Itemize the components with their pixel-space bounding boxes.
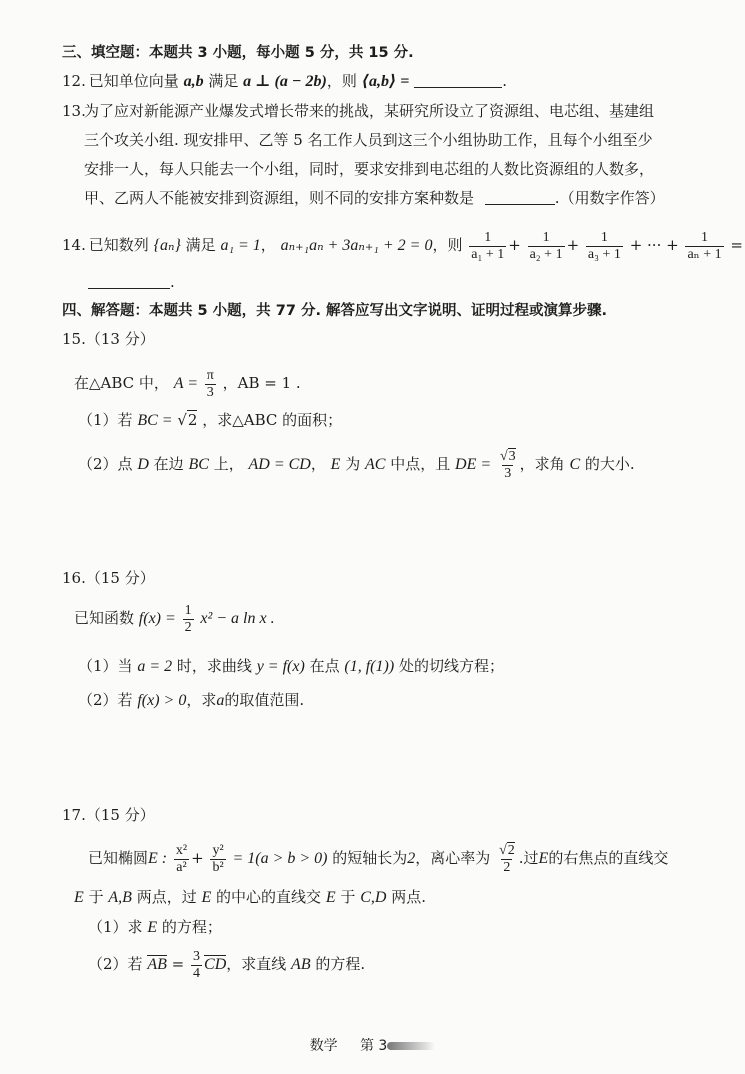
q12-ask: ⟨a,b⟩ = — [361, 73, 410, 90]
q17-equals: = — [171, 955, 185, 973]
q14-equals: = — [730, 236, 743, 254]
question-17-part-2 — [88, 944, 365, 985]
q12-vars: a,b — [183, 73, 204, 90]
q17-text: 已知椭圆 — [88, 849, 149, 867]
page-footer — [0, 1035, 745, 1055]
fraction — [210, 843, 225, 876]
frac-den: a² — [176, 859, 187, 875]
fraction: $\frac{1}{\text{a₃ + 1}}$ — [587, 229, 621, 262]
fraction — [191, 949, 202, 982]
q14-dots: + ··· + — [629, 236, 679, 254]
fraction: $\frac{1}{\text{aₙ + 1}}$ — [687, 229, 722, 262]
q17-text: 的中心的直线交 — [216, 888, 322, 906]
question-13-line-2: 三个攻关小组. 现安排甲、乙等 5 名工作人员到这三个小组协助工作，且每个小组至少 — [84, 131, 653, 149]
q17-text: 于 — [88, 888, 104, 906]
section-4-header: 四、解答题：本题共 5 小题，共 77 分. 解答应写出文字说明、证明过程或演算步骤. — [62, 303, 608, 319]
q16-text: 处的切线方程； — [398, 657, 504, 675]
question-number: 12. — [62, 72, 86, 90]
math-var: E — [74, 889, 84, 906]
question-14: 14. 已知数列 {aₙ} 满足 a₁ = 1， aₙ₊₁aₙ + 3aₙ₊₁ + 2 = 0，则 $\frac{1}{\text{a₁ + 1}}$ + $\frac{1}{\text{a₂ + 1}}$ + $\frac{1}{\text{a₃ + 1}}$ + ··· + $\frac{1}{\text{aₙ + 1}}$ = — [62, 227, 743, 264]
frac-den: 2 — [503, 859, 511, 875]
question-15-intro — [74, 365, 301, 402]
math-expr: f(x) > 0 — [137, 692, 187, 709]
q17-text: 的方程； — [161, 918, 222, 936]
question-13-line-1 — [62, 101, 654, 121]
answer-blank — [485, 190, 555, 205]
part-label: （1）当 — [78, 657, 133, 675]
question-17-part-1 — [88, 917, 222, 938]
frac-num: 1 — [184, 602, 192, 618]
fraction — [183, 603, 194, 636]
q15-text: ，AB = 1 . — [222, 374, 301, 392]
math-var: 2 — [407, 850, 416, 867]
q15-text: 中点，且 — [390, 455, 451, 473]
q15-text: ，求△ABC 的面积； — [202, 411, 343, 429]
answer-blank — [414, 73, 502, 88]
q12-text: 已知单位向量 — [88, 72, 179, 90]
math-expr: AD = CD — [248, 456, 311, 473]
question-17-title: 17.（15 分） — [62, 806, 155, 824]
q12-text: 满足 — [208, 72, 239, 90]
question-14-answer-line — [88, 272, 175, 292]
question-15-title: 15.（13 分） — [62, 330, 155, 348]
q14-text: 满足 — [185, 236, 216, 254]
vector-ab: AB — [147, 956, 167, 973]
q12-condition: a ⊥ (a − 2b) — [243, 73, 327, 90]
q15-text: 在边 — [153, 455, 184, 473]
q14-end: . — [170, 273, 175, 291]
q16-text: ，求 — [186, 691, 217, 709]
frac-den: 2 — [184, 619, 192, 635]
math-var: A,B — [108, 889, 132, 906]
question-number: 13. — [62, 102, 86, 120]
frac-num: x² — [175, 842, 188, 858]
fraction — [497, 843, 517, 876]
q17-text: 于 — [340, 888, 356, 906]
section-3-header: 三、填空题：本题共 3 小题，每小题 5 分，共 15 分. — [62, 45, 414, 61]
q15-text: ， — [310, 455, 326, 473]
math-var: E — [147, 919, 158, 936]
question-13-line-3: 安排一人，每人只能去一个小组，同时，要求安排到电芯组的人数比资源组的人数多， — [84, 160, 655, 178]
q17-text: 两点. — [391, 888, 426, 906]
q16-text: 时，求曲线 — [176, 657, 252, 675]
sqrt-value: 2 — [507, 842, 515, 858]
q15-text: 为 — [345, 455, 361, 473]
math-expr: f(x) = — [138, 610, 176, 627]
question-16-part-1 — [78, 656, 504, 677]
frac-den: b² — [212, 859, 224, 875]
q17-text: 的右焦点的直线交 — [548, 849, 669, 867]
q15-angle: A = — [173, 375, 198, 392]
frac-den: 3 — [504, 465, 512, 481]
answer-blank — [88, 274, 170, 289]
question-16-title: 16.（15 分） — [62, 569, 155, 587]
q17-text: 的短轴长为 — [332, 849, 408, 867]
fraction: $\frac{\pi}{3}$ — [206, 367, 214, 400]
footer-page: 第 3 — [359, 1038, 388, 1054]
question-number: 14. — [62, 236, 86, 254]
math-expr: = 1(a > b > 0) — [232, 850, 328, 867]
math-var: AB — [291, 956, 311, 973]
math-var: AC — [365, 456, 386, 473]
math-expr: y = f(x) — [256, 658, 305, 675]
part-label: （1）若 — [78, 411, 133, 429]
q15-text: ，求角 — [519, 455, 565, 473]
question-13-line-4 — [84, 188, 665, 208]
question-16-part-2 — [78, 690, 304, 711]
q17-text: 的方程. — [315, 955, 366, 973]
question-15-part-1: （1）若 BC = √2 ，求△ABC 的面积； — [78, 411, 343, 429]
math-var: E — [201, 889, 212, 906]
math-expr: DE = — [455, 456, 492, 473]
q14-text: 已知数列 — [88, 236, 149, 254]
math-var: E — [538, 850, 549, 867]
q17-text: 两点，过 — [136, 888, 197, 906]
math-expr: (1, f(1)) — [344, 658, 395, 675]
q12-end: . — [502, 72, 507, 90]
math-var: a — [216, 692, 225, 709]
q17-text: ，求直线 — [226, 955, 287, 973]
q14-condition-1: a₁ = 1 — [220, 237, 261, 254]
q14-condition-2: aₙ₊₁aₙ + 3aₙ₊₁ + 2 = 0 — [280, 237, 433, 254]
q15-bc: BC = — [137, 412, 173, 429]
q17-text: ，离心率为 — [415, 849, 491, 867]
fraction — [174, 843, 189, 876]
math-var: BC — [188, 456, 209, 473]
q15-text: 在△ABC 中， — [74, 374, 169, 392]
q15-text: 上， — [213, 455, 244, 473]
part-label: （2）若 — [78, 691, 133, 709]
fraction — [498, 449, 518, 482]
scan-smudge — [387, 1042, 435, 1050]
math-var: E — [330, 456, 341, 473]
q13-text: 为了应对新能源产业爆发式增长带来的挑战，某研究所设立了资源组、电芯组、基建组 — [84, 102, 655, 120]
question-17-intro: 已知椭圆E : $\frac{\text{x²}}{\text{a²}}$ + $\frac{\text{y²}}{\text{b²}}$ = 1(a > b > 0) 的短轴长为2，离心率为 $\frac{√2}{2}$ .过E的右焦点的直线交 — [88, 842, 669, 875]
q16-text: 已知函数 — [74, 609, 135, 627]
q13-tail: .（用数字作答） — [554, 189, 665, 207]
q17-text: .过 — [518, 849, 539, 867]
part-label: （1）求 — [88, 918, 143, 936]
sqrt-value: 3 — [508, 448, 516, 464]
frac-num: √2 — [499, 842, 515, 858]
q14-text: ，则 — [432, 236, 463, 254]
question-16-intro — [74, 600, 275, 637]
math-expr: x² − a ln x . — [200, 610, 275, 627]
question-17-line-2 — [74, 887, 426, 908]
question-12 — [62, 71, 507, 92]
math-var: C — [569, 456, 581, 473]
q13-text: 甲、乙两人不能被安排到资源组，则不同的安排方案种数是 — [84, 189, 475, 207]
footer-subject: 数学 — [309, 1038, 338, 1054]
fraction: $\frac{1}{\text{a₂ + 1}}$ — [529, 229, 563, 262]
math-var: C,D — [360, 889, 387, 906]
frac-num: y² — [212, 842, 224, 858]
q14-sequence: {aₙ} — [153, 237, 181, 254]
q15-text: 的大小. — [584, 455, 635, 473]
q16-text: 的取值范围. — [224, 691, 305, 709]
vector-cd: CD — [204, 956, 227, 973]
frac-den: 4 — [193, 965, 201, 981]
frac-num: 3 — [193, 948, 201, 964]
frac-num: √3 — [499, 448, 516, 464]
question-15-part-2 — [78, 444, 635, 485]
q16-text: 在点 — [309, 657, 340, 675]
math-expr: a = 2 — [137, 658, 173, 675]
math-var: D — [137, 456, 149, 473]
part-label: （2）若 — [88, 955, 143, 973]
math-var: E — [325, 889, 336, 906]
math-var: E : — [148, 850, 168, 867]
part-label: （2）点 — [78, 455, 133, 473]
q12-text: ，则 — [326, 72, 357, 90]
fraction: $\frac{1}{\text{a₁ + 1}}$ — [471, 229, 505, 262]
sqrt-value: 2 — [187, 411, 198, 429]
